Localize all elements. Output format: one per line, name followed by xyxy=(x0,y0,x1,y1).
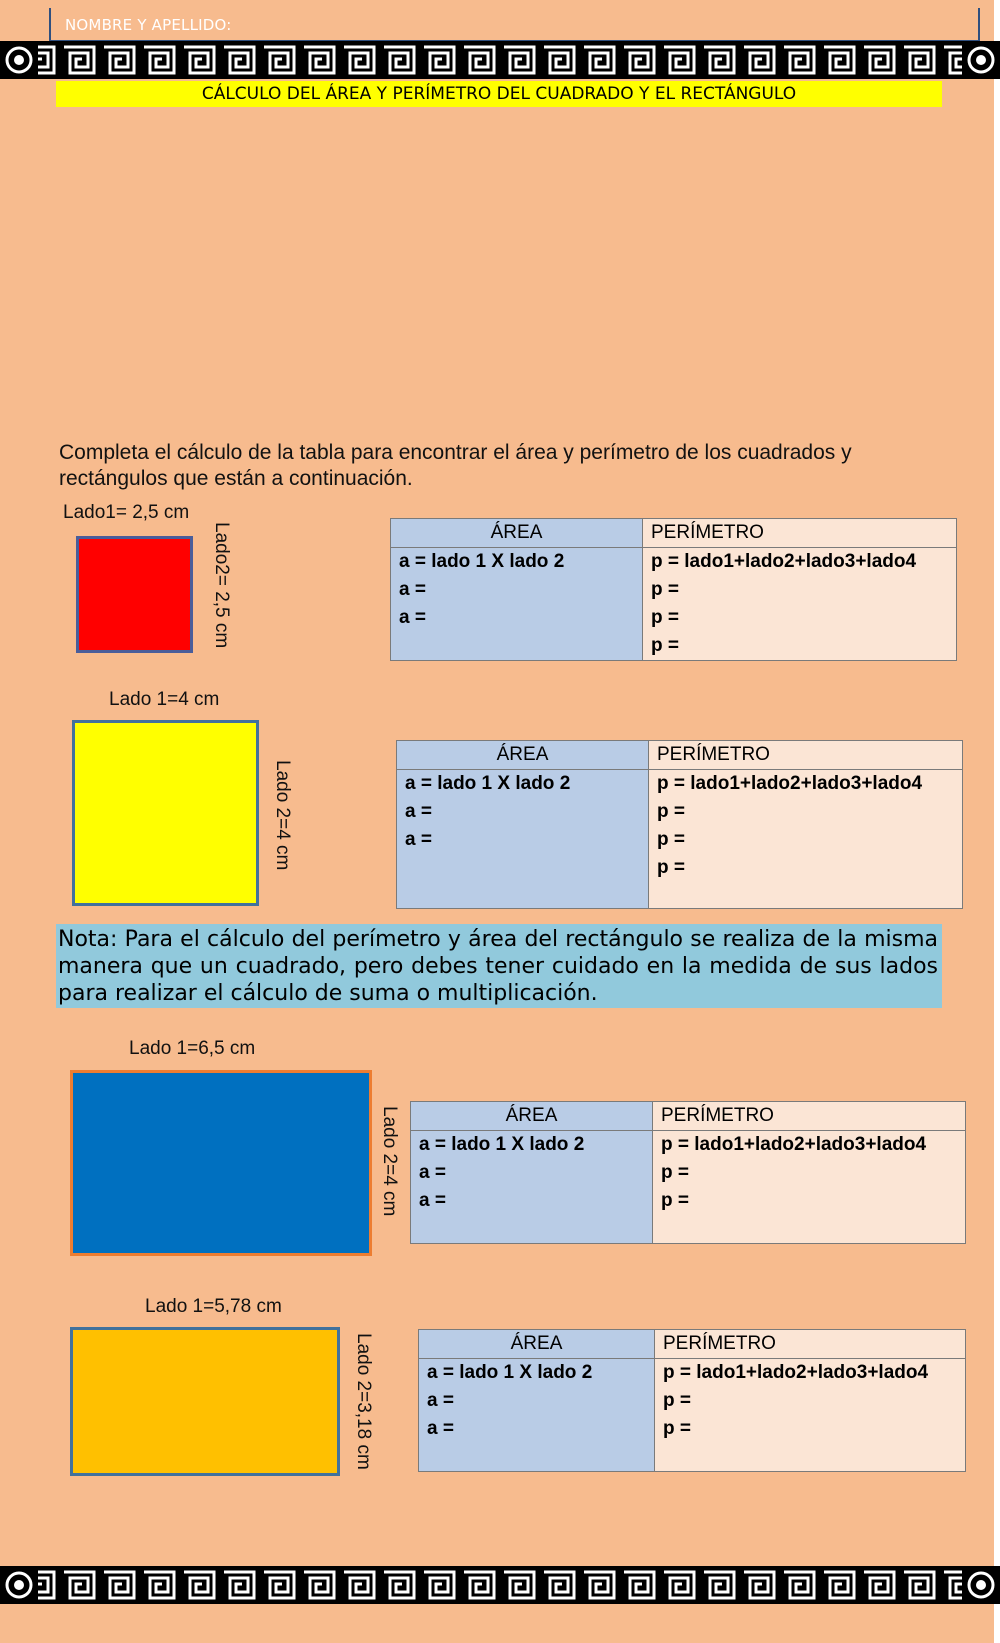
perimeter-header: PERÍMETRO xyxy=(649,741,963,770)
area-line[interactable]: a = xyxy=(399,607,426,628)
page-edge xyxy=(994,0,1000,1643)
shape-4-table xyxy=(418,1329,966,1472)
area-line[interactable]: a = xyxy=(419,1190,446,1211)
perimeter-line[interactable]: p = xyxy=(651,635,679,656)
area-cell[interactable] xyxy=(419,1359,655,1472)
perimeter-line: p = lado1+lado2+lado3+lado4 xyxy=(663,1362,929,1383)
perimeter-line[interactable]: p = xyxy=(651,579,679,600)
red-square xyxy=(76,536,193,653)
perimeter-cell[interactable] xyxy=(655,1359,966,1472)
shape-1-side2-label: Lado2= 2,5 cm xyxy=(211,522,232,649)
area-line: a = lado 1 X lado 2 xyxy=(399,551,565,572)
shape-2-side1-label: Lado 1=4 cm xyxy=(109,689,220,710)
area-line[interactable]: a = xyxy=(405,829,432,850)
perimeter-line[interactable]: p = xyxy=(651,607,679,628)
perimeter-line[interactable]: p = xyxy=(663,1390,691,1411)
name-field[interactable] xyxy=(49,8,980,42)
greek-key-border-bottom xyxy=(0,1566,1000,1604)
area-header: ÁREA xyxy=(397,741,649,770)
area-line[interactable]: a = xyxy=(427,1418,454,1439)
perimeter-header: PERÍMETRO xyxy=(655,1330,966,1359)
shape-2-table xyxy=(396,740,963,909)
perimeter-cell[interactable] xyxy=(643,548,957,661)
area-line[interactable]: a = xyxy=(405,801,432,822)
shape-3-side1-label: Lado 1=6,5 cm xyxy=(129,1038,256,1059)
orange-rectangle xyxy=(70,1327,340,1476)
perimeter-line: p = lado1+lado2+lado3+lado4 xyxy=(651,551,917,572)
perimeter-line[interactable]: p = xyxy=(657,829,685,850)
area-cell[interactable] xyxy=(411,1131,653,1244)
note-box: Nota: Para el cálculo del perímetro y área del rectángulo se realiza de la misma manera que un cuadrado, pero debes tener cuidado en la medida de sus lados para realizar el cálculo de suma o multiplicación. xyxy=(56,924,942,1008)
perimeter-line: p = lado1+lado2+lado3+lado4 xyxy=(661,1134,927,1155)
instructions-text: Completa el cálculo de la tabla para encontrar el área y perímetro de los cuadrados y rectángulos que están a continuación. xyxy=(59,441,852,490)
perimeter-line[interactable]: p = xyxy=(657,857,685,878)
area-header: ÁREA xyxy=(411,1102,653,1131)
area-line: a = lado 1 X lado 2 xyxy=(427,1362,593,1383)
perimeter-line[interactable]: p = xyxy=(657,801,685,822)
shape-4-side2-label: Lado 2=3,18 cm xyxy=(353,1333,374,1470)
area-line: a = lado 1 X lado 2 xyxy=(405,773,571,794)
shape-3-table xyxy=(410,1101,966,1244)
perimeter-line[interactable]: p = xyxy=(663,1418,691,1439)
perimeter-header: PERÍMETRO xyxy=(643,519,957,548)
area-line[interactable]: a = xyxy=(399,579,426,600)
shape-4-side1-label: Lado 1=5,78 cm xyxy=(145,1296,282,1317)
shape-2-side2-label: Lado 2=4 cm xyxy=(272,760,293,871)
area-line: a = lado 1 X lado 2 xyxy=(419,1134,585,1155)
perimeter-line[interactable]: p = xyxy=(661,1162,689,1183)
shape-1-table xyxy=(390,518,957,661)
area-header: ÁREA xyxy=(419,1330,655,1359)
shape-3-side2-label: Lado 2=4 cm xyxy=(379,1106,400,1217)
blue-rectangle xyxy=(70,1070,372,1256)
perimeter-line: p = lado1+lado2+lado3+lado4 xyxy=(657,773,923,794)
greek-key-border-top xyxy=(0,41,1000,79)
perimeter-line[interactable]: p = xyxy=(661,1190,689,1211)
area-line[interactable]: a = xyxy=(427,1390,454,1411)
perimeter-cell[interactable] xyxy=(649,770,963,909)
area-header: ÁREA xyxy=(391,519,643,548)
area-cell[interactable] xyxy=(397,770,649,909)
name-field-label: NOMBRE Y APELLIDO: xyxy=(65,16,232,34)
page-title: CÁLCULO DEL ÁREA Y PERÍMETRO DEL CUADRADO Y EL RECTÁNGULO xyxy=(56,81,942,107)
yellow-square xyxy=(72,720,259,906)
perimeter-header: PERÍMETRO xyxy=(653,1102,966,1131)
area-line[interactable]: a = xyxy=(419,1162,446,1183)
area-cell[interactable] xyxy=(391,548,643,661)
shape-1-side1-label: Lado1= 2,5 cm xyxy=(63,502,190,523)
perimeter-cell[interactable] xyxy=(653,1131,966,1244)
